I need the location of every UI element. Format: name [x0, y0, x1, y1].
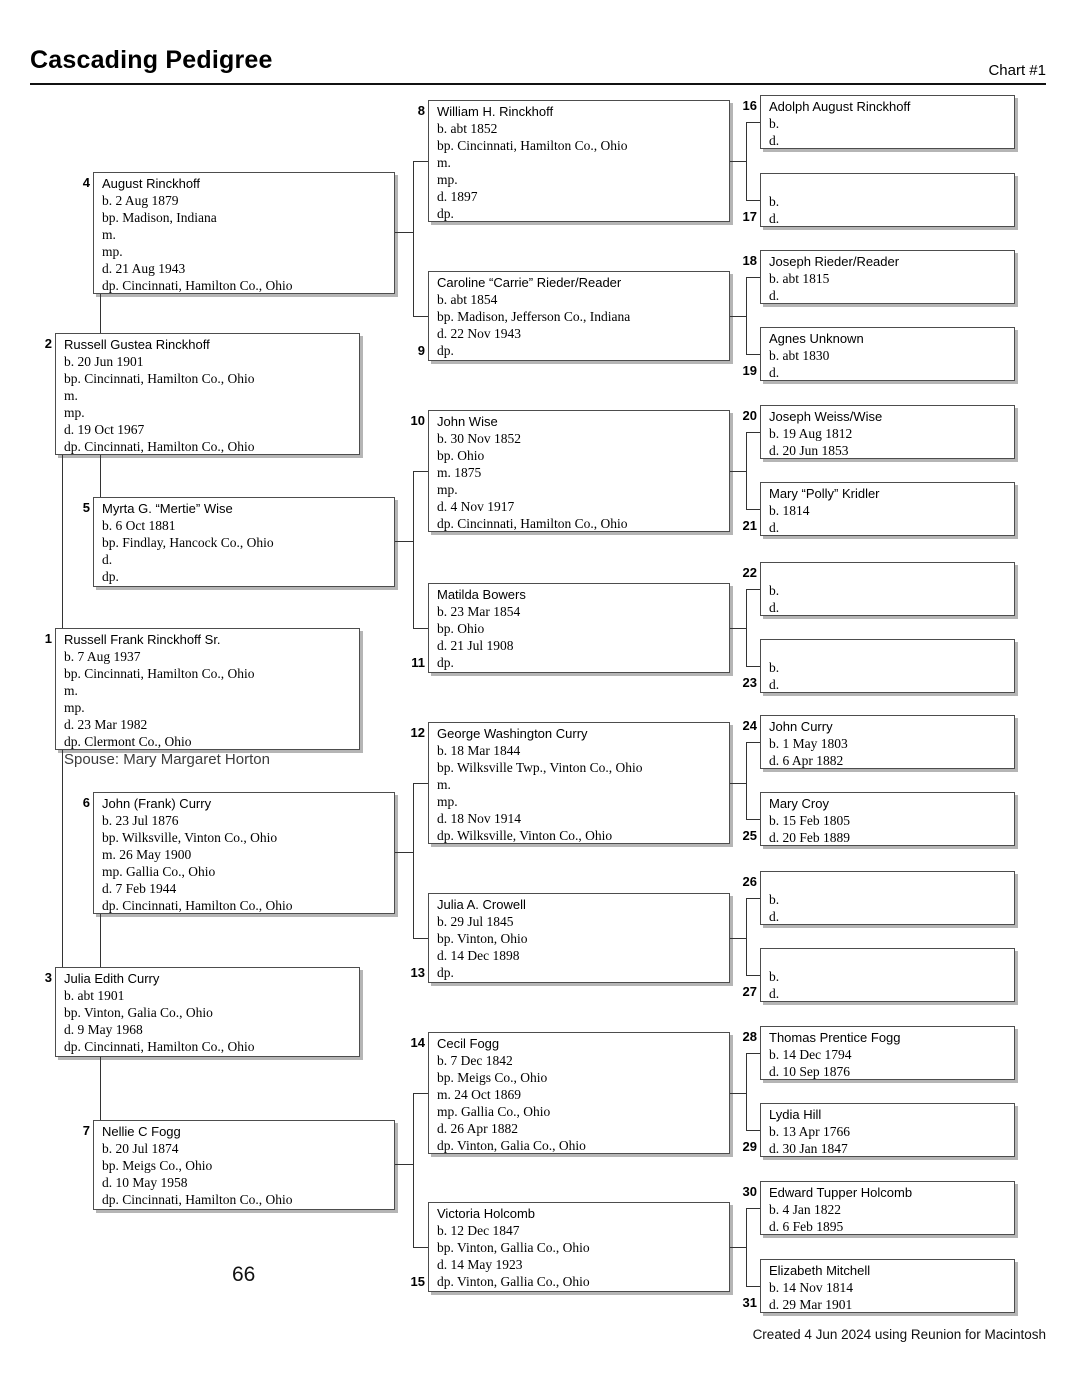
person-number: 29 — [742, 1139, 757, 1154]
person-name: John (Frank) Curry — [102, 796, 212, 811]
person-detail: bp. Wilksville, Vinton Co., Ohio — [102, 830, 278, 845]
connector-line — [730, 938, 746, 939]
connector-line — [746, 277, 760, 278]
person-detail: d. — [769, 520, 780, 535]
person-detail: bp. Ohio — [437, 448, 485, 463]
connector-line — [746, 742, 760, 743]
connector-line — [413, 316, 428, 317]
person-detail: m. — [102, 227, 116, 242]
person-detail: d. 21 Aug 1943 — [102, 261, 186, 276]
person-number: 17 — [742, 209, 757, 224]
person-detail: mp. — [64, 700, 85, 715]
person-detail: mp. — [437, 172, 458, 187]
person-name: Russell Gustea Rinckhoff — [64, 337, 210, 352]
person-name: Julia A. Crowell — [437, 897, 526, 912]
connector-line — [413, 1247, 428, 1248]
person-detail: d. 7 Feb 1944 — [102, 881, 177, 896]
connector-line — [730, 161, 746, 162]
connector-line — [413, 161, 414, 317]
person-box-10 — [410, 410, 730, 532]
person-detail: d. — [769, 986, 780, 1001]
person-box-14 — [410, 1032, 730, 1154]
person-name: Edward Tupper Holcomb — [769, 1185, 913, 1200]
person-box-23 — [742, 639, 1015, 693]
person-detail: d. 18 Nov 1914 — [437, 811, 521, 826]
person-detail: m. — [64, 683, 78, 698]
person-number: 26 — [742, 874, 757, 889]
person-detail: d. 20 Feb 1889 — [769, 830, 850, 845]
person-detail: m. 24 Oct 1869 — [437, 1087, 521, 1102]
person-box-28 — [742, 1026, 1015, 1080]
person-box-2 — [44, 333, 360, 455]
person-box-5 — [82, 497, 395, 587]
person-detail: mp. — [102, 244, 123, 259]
person-detail: mp. — [64, 405, 85, 420]
person-detail: d. — [769, 288, 780, 303]
person-detail: bp. Madison, Indiana — [102, 210, 217, 225]
person-detail: b. 18 Mar 1844 — [437, 743, 521, 758]
person-detail: dp. Cincinnati, Hamilton Co., Ohio — [102, 278, 293, 293]
person-detail: d. 1897 — [437, 189, 478, 204]
person-detail: b. — [769, 116, 780, 131]
footer-credit: Created 4 Jun 2024 using Reunion for Macintosh — [752, 1327, 1046, 1342]
person-number: 9 — [417, 343, 425, 358]
connector-line — [746, 589, 760, 590]
person-detail: b. 14 Dec 1794 — [769, 1047, 852, 1062]
connector-line — [746, 898, 760, 899]
spouse-note: Spouse: Mary Margaret Horton — [64, 751, 270, 768]
connector-line — [730, 783, 746, 784]
person-detail: d. — [769, 677, 780, 692]
person-detail: b. 1814 — [769, 503, 810, 518]
connector-line — [746, 898, 747, 976]
person-box-3 — [44, 967, 360, 1057]
person-detail: bp. Ohio — [437, 621, 485, 636]
person-detail: d. — [102, 552, 113, 567]
connector-line — [413, 1093, 414, 1248]
connector-line — [395, 232, 413, 233]
person-detail: dp. Wilksville, Vinton Co., Ohio — [437, 828, 613, 843]
person-name — [769, 951, 1008, 968]
person-detail: bp. Cincinnati, Hamilton Co., Ohio — [437, 138, 628, 153]
person-detail: m. — [437, 777, 451, 792]
person-detail: b. — [769, 583, 780, 598]
person-name: Matilda Bowers — [437, 587, 526, 602]
person-detail: d. 14 Dec 1898 — [437, 948, 520, 963]
person-name: William H. Rinckhoff — [437, 104, 554, 119]
person-name: Myrta G. “Mertie” Wise — [102, 501, 233, 516]
connector-line — [746, 1053, 747, 1131]
person-number: 16 — [742, 98, 757, 113]
connector-line — [746, 432, 760, 433]
connector-line — [730, 1247, 746, 1248]
person-detail: bp. Vinton, Ohio — [437, 931, 528, 946]
connector-line — [413, 783, 414, 939]
page-title: Cascading Pedigree — [30, 46, 273, 74]
person-detail: d. 6 Feb 1895 — [769, 1219, 844, 1234]
person-detail: m. — [64, 388, 78, 403]
person-detail: b. 20 Jul 1874 — [102, 1141, 179, 1156]
person-number: 6 — [82, 795, 90, 810]
person-detail: d. 10 Sep 1876 — [769, 1064, 850, 1079]
person-name: Thomas Prentice Fogg — [769, 1030, 901, 1045]
person-detail: d. 22 Nov 1943 — [437, 326, 521, 341]
person-name: Agnes Unknown — [769, 331, 864, 346]
person-box-26 — [742, 871, 1015, 925]
connector-line — [746, 1208, 747, 1287]
connector-line — [746, 1130, 760, 1131]
person-detail: d. — [769, 211, 780, 226]
person-detail: dp. Vinton, Galia Co., Ohio — [437, 1138, 586, 1153]
person-box-4 — [82, 172, 395, 294]
person-name: George Washington Curry — [437, 726, 588, 741]
person-detail: bp. Wilksville Twp., Vinton Co., Ohio — [437, 760, 643, 775]
person-detail: b. 29 Jul 1845 — [437, 914, 514, 929]
person-detail: d. 4 Nov 1917 — [437, 499, 515, 514]
connector-line — [746, 742, 747, 820]
person-box-29 — [742, 1103, 1015, 1157]
person-number: 11 — [411, 655, 425, 670]
connector-line — [746, 589, 747, 667]
person-name — [769, 642, 1008, 659]
person-number: 24 — [742, 718, 757, 733]
person-detail: b. 1 May 1803 — [769, 736, 848, 751]
person-box-8 — [417, 100, 730, 222]
person-number: 21 — [742, 518, 757, 533]
person-detail: dp. Cincinnati, Hamilton Co., Ohio — [102, 1192, 293, 1207]
person-detail: b. abt 1852 — [437, 121, 498, 136]
person-detail: m. 1875 — [437, 465, 482, 480]
person-number: 18 — [742, 253, 757, 268]
person-detail: d. 29 Mar 1901 — [769, 1297, 853, 1312]
person-detail: dp. — [102, 569, 119, 584]
person-detail: bp. Findlay, Hancock Co., Ohio — [102, 535, 274, 550]
connector-line — [413, 471, 414, 629]
person-box-7 — [82, 1120, 395, 1210]
person-number: 1 — [44, 631, 52, 646]
connector-line — [746, 666, 760, 667]
connector-line — [746, 122, 747, 201]
connector-line — [62, 750, 63, 967]
person-detail: b. 2 Aug 1879 — [102, 193, 179, 208]
person-detail: b. abt 1854 — [437, 292, 498, 307]
connector-line — [746, 354, 760, 355]
person-detail: d. — [769, 909, 780, 924]
person-box-30 — [742, 1181, 1015, 1235]
connector-line — [395, 1164, 413, 1165]
person-name: Joseph Rieder/Reader — [769, 254, 900, 269]
person-detail: b. — [769, 892, 780, 907]
person-name: Julia Edith Curry — [64, 971, 160, 986]
person-number: 15 — [410, 1274, 425, 1289]
person-box-1 — [44, 628, 360, 750]
connector-line — [746, 509, 760, 510]
person-detail: dp. — [437, 655, 454, 670]
person-detail: d. 9 May 1968 — [64, 1022, 143, 1037]
person-detail: d. 20 Jun 1853 — [769, 443, 849, 458]
connector-line — [730, 471, 746, 472]
person-box-15 — [410, 1202, 730, 1292]
person-detail: dp. — [437, 343, 454, 358]
person-name: Cecil Fogg — [437, 1036, 500, 1051]
person-detail: d. — [769, 600, 780, 615]
person-detail: dp. Cincinnati, Hamilton Co., Ohio — [64, 1039, 255, 1054]
person-detail: b. 20 Jun 1901 — [64, 354, 144, 369]
connector-line — [746, 200, 760, 201]
person-number: 12 — [410, 725, 425, 740]
person-number: 7 — [82, 1123, 90, 1138]
person-detail: b. 14 Nov 1814 — [769, 1280, 853, 1295]
person-number: 31 — [742, 1295, 757, 1310]
person-detail: b. — [769, 969, 780, 984]
person-name: Joseph Weiss/Wise — [769, 409, 883, 424]
person-name — [769, 176, 1008, 193]
connector-line — [746, 1286, 760, 1287]
person-detail: d. 10 May 1958 — [102, 1175, 188, 1190]
person-detail: bp. Meigs Co., Ohio — [437, 1070, 548, 1085]
person-box-19 — [742, 327, 1015, 381]
page-number: 66 — [232, 1263, 256, 1286]
person-name: Victoria Holcomb — [437, 1206, 536, 1221]
person-detail: b. 7 Aug 1937 — [64, 649, 141, 664]
person-detail: b. 23 Mar 1854 — [437, 604, 521, 619]
person-detail: b. 7 Dec 1842 — [437, 1053, 513, 1068]
person-number: 3 — [44, 970, 52, 985]
person-detail: mp. Gallia Co., Ohio — [437, 1104, 551, 1119]
person-detail: b. — [769, 660, 780, 675]
person-name: Lydia Hill — [769, 1107, 822, 1122]
connector-line — [746, 432, 747, 510]
person-detail: b. 30 Nov 1852 — [437, 431, 521, 446]
person-name — [769, 565, 1008, 582]
person-detail: b. 13 Apr 1766 — [769, 1124, 850, 1139]
person-number: 13 — [410, 965, 425, 980]
person-name: Caroline “Carrie” Rieder/Reader — [437, 275, 622, 290]
person-detail: dp. Vinton, Gallia Co., Ohio — [437, 1274, 590, 1289]
person-box-11 — [411, 583, 730, 673]
person-detail: dp. Cincinnati, Hamilton Co., Ohio — [437, 516, 628, 531]
connector-line — [730, 1093, 746, 1094]
person-box-22 — [742, 562, 1015, 616]
person-detail: dp. Cincinnati, Hamilton Co., Ohio — [64, 439, 255, 454]
person-detail: bp. Meigs Co., Ohio — [102, 1158, 213, 1173]
person-number: 27 — [742, 984, 757, 999]
person-number: 4 — [82, 175, 90, 190]
person-name: Elizabeth Mitchell — [769, 1263, 871, 1278]
connector-line — [395, 541, 413, 542]
person-detail: mp. Gallia Co., Ohio — [102, 864, 216, 879]
connector-line — [730, 628, 746, 629]
person-number: 30 — [742, 1184, 757, 1199]
person-number: 23 — [742, 675, 757, 690]
person-detail: d. 6 Apr 1882 — [769, 753, 844, 768]
person-name: Nellie C Fogg — [102, 1124, 181, 1139]
person-name: John Wise — [437, 414, 498, 429]
person-box-16 — [742, 95, 1015, 149]
connector-line — [100, 1057, 101, 1120]
person-detail: d. 14 May 1923 — [437, 1257, 523, 1272]
person-detail: bp. Vinton, Galia Co., Ohio — [64, 1005, 213, 1020]
person-detail: d. 21 Jul 1908 — [437, 638, 514, 653]
person-box-12 — [410, 722, 730, 844]
person-detail: bp. Cincinnati, Hamilton Co., Ohio — [64, 371, 255, 386]
person-detail: b. abt 1901 — [64, 988, 125, 1003]
connector-line — [62, 455, 63, 628]
person-box-31 — [742, 1259, 1015, 1313]
connector-line — [413, 938, 428, 939]
person-number: 22 — [742, 565, 757, 580]
person-detail: b. — [769, 194, 780, 209]
person-number: 14 — [410, 1035, 425, 1050]
person-detail: d. 23 Mar 1982 — [64, 717, 148, 732]
person-box-25 — [742, 792, 1015, 846]
person-detail: dp. — [437, 206, 454, 221]
person-detail: m. — [437, 155, 451, 170]
person-detail: dp. Clermont Co., Ohio — [64, 734, 192, 749]
person-detail: d. 30 Jan 1847 — [769, 1141, 848, 1156]
connector-line — [746, 1053, 760, 1054]
header-rule — [30, 83, 1046, 85]
person-box-9 — [417, 271, 730, 361]
person-detail: mp. — [437, 794, 458, 809]
person-number: 8 — [417, 103, 425, 118]
person-detail: b. 4 Jan 1822 — [769, 1202, 841, 1217]
person-detail: d. — [769, 133, 780, 148]
connector-line — [395, 852, 413, 853]
person-box-20 — [742, 405, 1015, 459]
connector-line — [100, 914, 101, 967]
person-detail: b. 19 Aug 1812 — [769, 426, 853, 441]
person-box-17 — [742, 173, 1015, 227]
person-detail: mp. — [437, 482, 458, 497]
connector-line — [413, 161, 428, 162]
person-detail: b. 23 Jul 1876 — [102, 813, 179, 828]
person-detail: d. — [769, 365, 780, 380]
person-box-18 — [742, 250, 1015, 304]
person-name: August Rinckhoff — [102, 176, 201, 191]
person-detail: dp. Cincinnati, Hamilton Co., Ohio — [102, 898, 293, 913]
person-number: 28 — [742, 1029, 757, 1044]
connector-line — [746, 122, 760, 123]
person-number: 25 — [742, 828, 757, 843]
person-name: Russell Frank Rinckhoff Sr. — [64, 632, 221, 647]
person-number: 2 — [44, 336, 52, 351]
person-box-27 — [742, 948, 1015, 1002]
connector-line — [100, 455, 101, 497]
person-detail: b. abt 1830 — [769, 348, 830, 363]
person-name: Adolph August Rinckhoff — [769, 99, 911, 114]
person-name: John Curry — [769, 719, 833, 734]
person-detail: b. 15 Feb 1805 — [769, 813, 850, 828]
person-detail: b. abt 1815 — [769, 271, 830, 286]
connector-line — [746, 975, 760, 976]
person-number: 19 — [742, 363, 757, 378]
connector-line — [746, 277, 747, 355]
person-number: 10 — [410, 413, 425, 428]
person-detail: bp. Vinton, Gallia Co., Ohio — [437, 1240, 590, 1255]
person-box-6 — [82, 792, 395, 914]
person-detail: d. 26 Apr 1882 — [437, 1121, 518, 1136]
person-detail: m. 26 May 1900 — [102, 847, 192, 862]
person-detail: bp. Madison, Jefferson Co., Indiana — [437, 309, 631, 324]
person-detail: d. 19 Oct 1967 — [64, 422, 145, 437]
person-box-13 — [410, 893, 730, 983]
connector-line — [413, 783, 428, 784]
connector-line — [413, 1093, 428, 1094]
connector-line — [413, 471, 428, 472]
person-detail: b. 12 Dec 1847 — [437, 1223, 520, 1238]
connector-line — [746, 1208, 760, 1209]
connector-line — [100, 294, 101, 333]
chart-number-label: Chart #1 — [988, 62, 1046, 79]
person-number: 5 — [82, 500, 90, 515]
person-number: 20 — [742, 408, 757, 423]
person-box-24 — [742, 715, 1015, 769]
person-detail: b. 6 Oct 1881 — [102, 518, 176, 533]
person-detail: bp. Cincinnati, Hamilton Co., Ohio — [64, 666, 255, 681]
connector-line — [413, 628, 428, 629]
person-name: Mary “Polly” Kridler — [769, 486, 880, 501]
person-box-21 — [742, 482, 1015, 536]
connector-line — [730, 316, 746, 317]
person-name: Mary Croy — [769, 796, 829, 811]
person-detail: dp. — [437, 965, 454, 980]
connector-line — [746, 819, 760, 820]
person-name — [769, 874, 1008, 891]
